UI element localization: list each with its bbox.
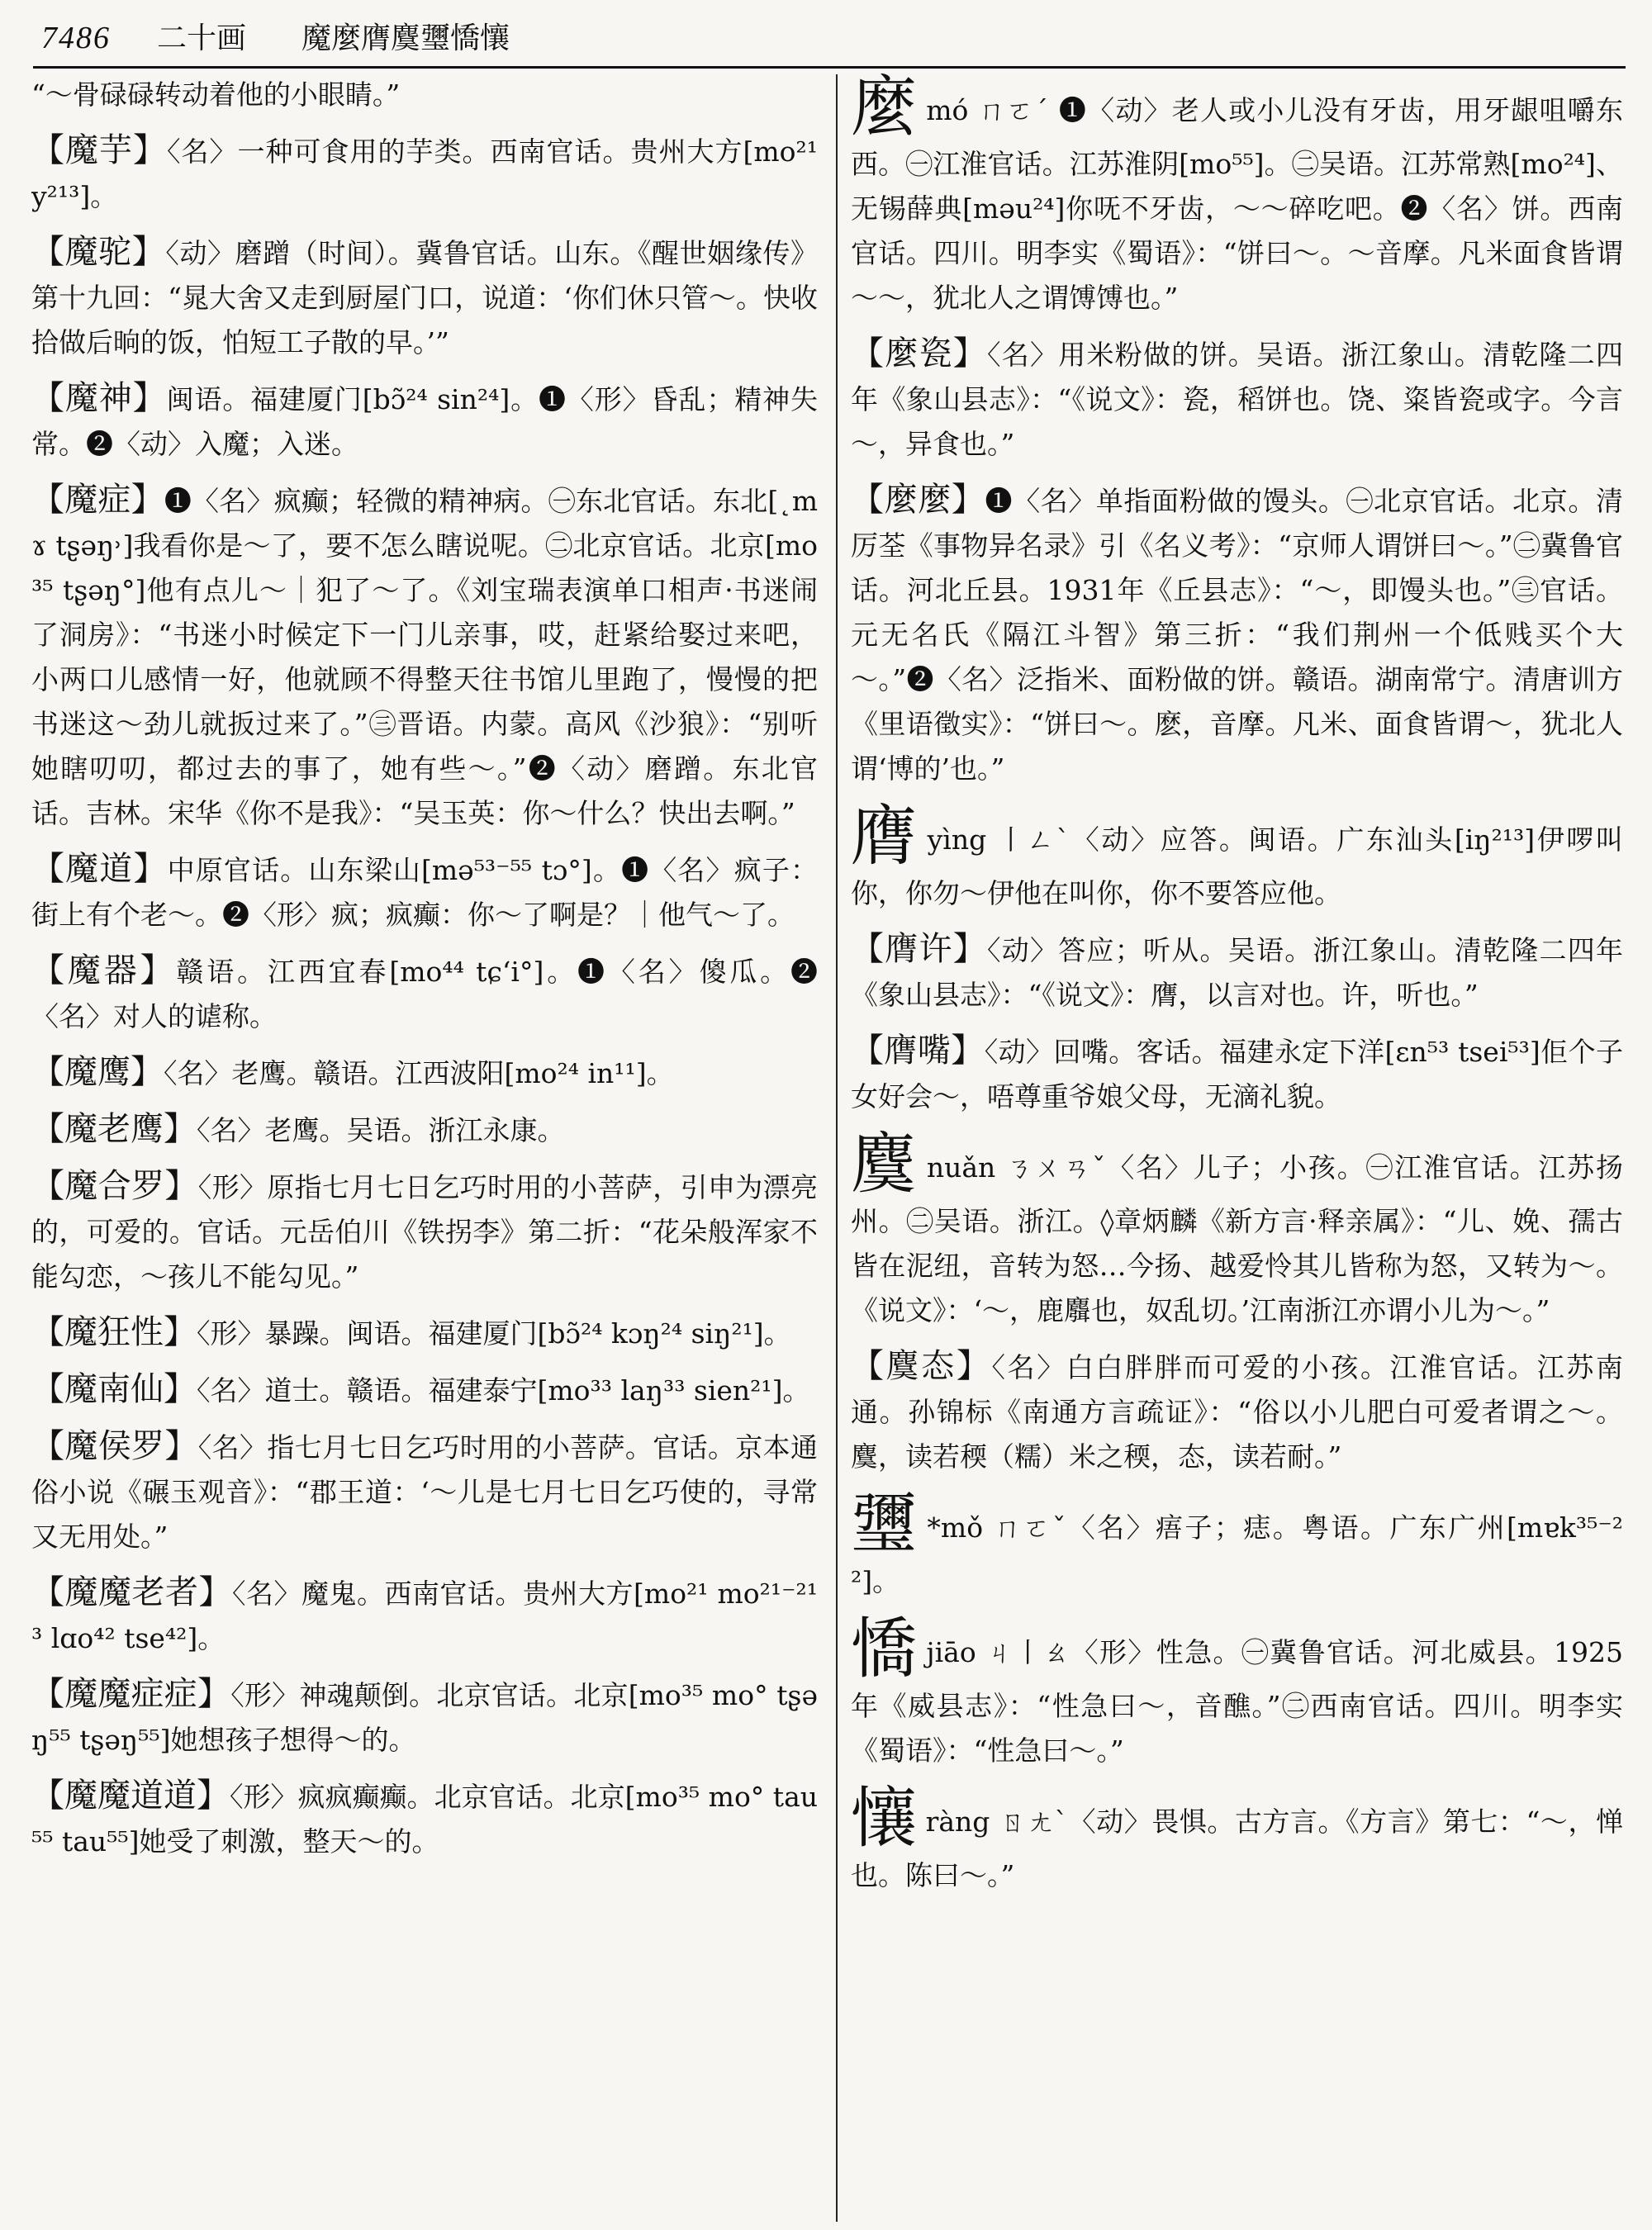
- definition-text: “～骨碌碌转动着他的小眼睛。”: [31, 78, 401, 111]
- header-rule: [33, 66, 1626, 69]
- character-headword: 麌: [851, 1126, 919, 1203]
- sub-entry: [31, 1107, 818, 1153]
- sub-entry: [31, 847, 818, 937]
- sub-entry: [851, 1344, 1623, 1479]
- continued-text: [31, 73, 818, 117]
- entry-headword: 【膺嘴】: [851, 1032, 985, 1070]
- sub-entry: [31, 1367, 818, 1413]
- section-label: 二十画: [157, 21, 247, 55]
- sub-entry: [31, 1773, 818, 1864]
- sub-entry: [31, 1164, 818, 1299]
- entry-headword: 【魔神】: [31, 379, 167, 417]
- definition-text: ❶〈名〉单指面粉做的馒头。㊀北京官话。北京。清厉荃《事物异名录》引《名义考》：“京师人谓饼曰～。”㊁冀鲁官话。河北丘县。1931年《丘县志》：“～，即馒头也。”㊂官话。元无名氏《隔江斗智》第三折：“我们荆州一个低贱买个大～。”❷〈名〉泛指米、面粉做的饼。赣语。湖南常宁。清唐训方《里语徵实》：“饼曰～。麽，音摩。凡米、面食皆谓～，犹北人谓‘博的’也。”: [851, 485, 1623, 785]
- sub-entry: [851, 477, 1623, 791]
- definition-text: 〈名〉指七月七日乞巧时用的小菩萨。官话。京本通俗小说《碾玉观音》：“郡王道：‘～儿是七月七日乞巧使的，寻常又无用处。”: [31, 1431, 818, 1553]
- entry-headword: 【魔南仙】: [31, 1370, 197, 1408]
- definition-text: mó ㄇㄛˊ ❶〈动〉老人或小儿没有牙齿，用牙龈咀嚼东西。㊀江淮官话。江苏淮阴[mo⁵⁵]。㊁吴语。江苏常熟[mo²⁴]、无锡薛典[məu²⁴]你呒不牙齿，～～碎吃吧。❷〈名〉饼。西南官话。四川。明李实《蜀语》：“饼曰～。～音摩。凡米面食皆谓～～，犹北人之谓馎馎也。”: [851, 94, 1623, 314]
- definition-text: 〈名〉用米粉做的饼。吴语。浙江象山。清乾隆二四年《象山县志》：“《说文》：瓷，稻饼也。饶、粢皆瓷或字。今言～，异食也。”: [851, 339, 1623, 460]
- column-divider: [836, 74, 838, 2222]
- entry-headword: 【魔鹰】: [31, 1053, 164, 1091]
- character-entry: [851, 1126, 1623, 1333]
- character-headword: 憍: [851, 1611, 919, 1687]
- entry-headword: 【魔魔道道】: [31, 1777, 230, 1815]
- sub-entry: [31, 948, 818, 1039]
- sub-entry: [31, 376, 818, 467]
- entry-headword: 【魔器】: [31, 951, 177, 989]
- sub-entry: [31, 128, 818, 219]
- definition-text: yìng 丨ㄥˋ〈动〉应答。闽语。广东汕头[iŋ²¹³]伊啰叫你，你勿～伊他在叫你，你不要答应他。: [851, 823, 1623, 909]
- sub-entry: [851, 927, 1623, 1018]
- definition-text: 〈名〉魔鬼。西南官话。贵州大方[mo²¹ mo²¹⁻²¹³ lɑo⁴² tse⁴²]。: [31, 1578, 818, 1654]
- character-headword: 懹: [851, 1780, 918, 1857]
- entry-headword: 【麼瓷】: [851, 334, 987, 372]
- entry-headword: 【魔魔症症】: [31, 1675, 231, 1713]
- definition-text: 中原官话。山东梁山[mə⁵³⁻⁵⁵ tɔ°]。❶〈名〉疯子：街上有个老～。❷〈形〉疯；疯癫：你～了啊是？｜他气～了。: [31, 854, 818, 931]
- entry-headword: 【魔症】: [31, 481, 164, 519]
- sub-entry: [31, 1050, 818, 1096]
- character-entry: [851, 1611, 1623, 1773]
- definition-text: 〈名〉老鹰。吴语。浙江永康。: [197, 1114, 565, 1146]
- definition-text: 〈形〉暴躁。闽语。福建厦门[bɔ̃²⁴ kɔŋ²⁴ siŋ²¹]。: [197, 1317, 791, 1350]
- page-header: [41, 15, 1619, 63]
- definition-text: 〈动〉回嘴。客话。福建永定下洋[ɛn⁵³ tsei⁵³]佢个子女好会～，唔尊重爷娘父母，无滴礼貌。: [851, 1036, 1623, 1113]
- entry-headword: 【魔狂性】: [31, 1313, 197, 1351]
- entry-headword: 【魔芋】: [31, 131, 167, 169]
- definition-text: 〈名〉白白胖胖而可爱的小孩。江淮官话。江苏南通。孙锦标《南通方言疏证》：“俗以小儿肥白可爱者谓之～。麌，读若稬（糯）米之稬，态，读若耐。”: [851, 1351, 1623, 1473]
- character-headword: 膺: [851, 798, 919, 875]
- definition-text: jiāo ㄐ丨ㄠ〈形〉性急。㊀冀鲁官话。河北威县。1925年《威县志》：“性急曰～，音醮。”㊁西南官话。四川。明李实《蜀语》：“性急曰～。”: [851, 1636, 1623, 1767]
- sub-entry: [31, 1424, 818, 1559]
- definition-text: 〈名〉道士。赣语。福建泰宁[mo³³ laŋ³³ sien²¹]。: [197, 1374, 810, 1407]
- definition-text: ❶〈名〉疯癫；轻微的精神病。㊀东北官话。东北[˛mɤ tʂəŋ˒]我看你是～了，要不怎么瞎说呢。㊁北京官话。北京[mo³⁵ tʂəŋ°]他有点儿～｜犯了～了。《刘宝瑞表演单口相声·书迷闹了洞房》：“书迷小时候定下一门儿亲事，哎，赶紧给娶过来吧，小两口儿感情一好，他就顾不得整天往书馆儿里跑了，慢慢的把书迷这～劲儿就扳过来了。”㊂晋语。内蒙。高风《沙狼》：“别听她瞎叨叨，都过去的事了，她有些～。”❷〈动〉磨蹭。东北官话。吉林。宋华《你不是我》：“吴玉英：你～什么？快出去啊。”: [31, 485, 818, 829]
- entry-headword: 【魔驼】: [31, 233, 166, 271]
- definition-text: 〈形〉神魂颠倒。北京官话。北京[mo³⁵ mo° tʂəŋ⁵⁵ tʂəŋ⁵⁵]她想孩子想得～的。: [31, 1679, 818, 1756]
- character-entry: [851, 1486, 1623, 1604]
- definition-text: 〈名〉一种可食用的芋类。西南官话。贵州大方[mo²¹ y²¹³]。: [31, 135, 818, 212]
- definition-text: nuǎn ㄋㄨㄢˇ〈名〉儿子；小孩。㊀江淮官话。江苏扬州。㊁吴语。浙江。◊章炳麟《新方言·释亲属》：“儿、娩、孺古皆在泥纽，音转为怒…今扬、越爱怜其儿皆称为怒，又转为～。《说文》：‘～，鹿麛也，奴乱切。’江南浙江亦谓小儿为～。”: [851, 1151, 1623, 1326]
- definition-text: 闽语。福建厦门[bɔ̃²⁴ sin²⁴]。❶〈形〉昏乱；精神失常。❷〈动〉入魔；入迷。: [31, 383, 818, 460]
- character-headword: 麼: [851, 73, 919, 145]
- left-column: [31, 73, 818, 2220]
- entry-headword: 【魔老鹰】: [31, 1110, 197, 1148]
- sub-entry: [851, 1028, 1623, 1119]
- entry-headword: 【魔侯罗】: [31, 1427, 198, 1465]
- sub-entry: [31, 230, 818, 365]
- character-entry: [851, 798, 1623, 916]
- sub-entry: [31, 1310, 818, 1356]
- entry-headword: 【魔合罗】: [31, 1167, 198, 1205]
- definition-text: 〈动〉磨蹭（时间）。冀鲁官话。山东。《醒世姻缘传》第十九回：“晁大舍又走到厨屋门口，说道：‘你们休只管～。快收拾做后晌的饭，怕短工子散的早。’”: [31, 237, 818, 358]
- definition-text: ràng ㄖㄤˋ〈动〉畏惧。古方言。《方言》第七：“～，惮也。陈曰～。”: [851, 1805, 1623, 1891]
- character-entry: [851, 1780, 1623, 1898]
- header-characters: 魔麼膺麌瓕憍懹: [301, 21, 510, 55]
- definition-text: 〈形〉疯疯癫癫。北京官话。北京[mo³⁵ mo° tau⁵⁵ tau⁵⁵]她受了刺激，整天～的。: [31, 1781, 818, 1858]
- definition-text: 〈动〉答应；听从。吴语。浙江象山。清乾隆二四年《象山县志》：“《说文》：膺，以言对也。许，听也。”: [851, 934, 1623, 1011]
- sub-entry: [31, 1672, 818, 1763]
- right-column: [851, 73, 1623, 2220]
- entry-headword: 【魔道】: [31, 850, 168, 888]
- page-number: 7486: [41, 21, 111, 55]
- character-headword: 瓕: [851, 1486, 919, 1563]
- entry-headword: 【魔魔老者】: [31, 1573, 233, 1611]
- sub-entry: [851, 331, 1623, 467]
- character-entry: [851, 73, 1623, 320]
- definition-text: 赣语。江西宜春[mo⁴⁴ tɕʻi°]。❶〈名〉傻瓜。❷〈名〉对人的谑称。: [31, 956, 818, 1032]
- sub-entry: [31, 1570, 818, 1661]
- definition-text: *mǒ ㄇㄛˇ〈名〉痦子；痣。粤语。广东广州[mɐk³⁵⁻²²]。: [851, 1511, 1623, 1597]
- sub-entry: [31, 477, 818, 836]
- definition-text: 〈形〉原指七月七日乞巧时用的小菩萨，引申为漂亮的，可爱的。官话。元岳伯川《铁拐李》第二折：“花朵般浑家不能勾恋，～孩儿不能勾见。”: [31, 1171, 818, 1293]
- entry-headword: 【麼麼】: [851, 481, 985, 519]
- entry-headword: 【膺许】: [851, 930, 987, 968]
- entry-headword: 【麌态】: [851, 1347, 992, 1385]
- definition-text: 〈名〉老鹰。赣语。江西波阳[mo²⁴ in¹¹]。: [164, 1057, 674, 1089]
